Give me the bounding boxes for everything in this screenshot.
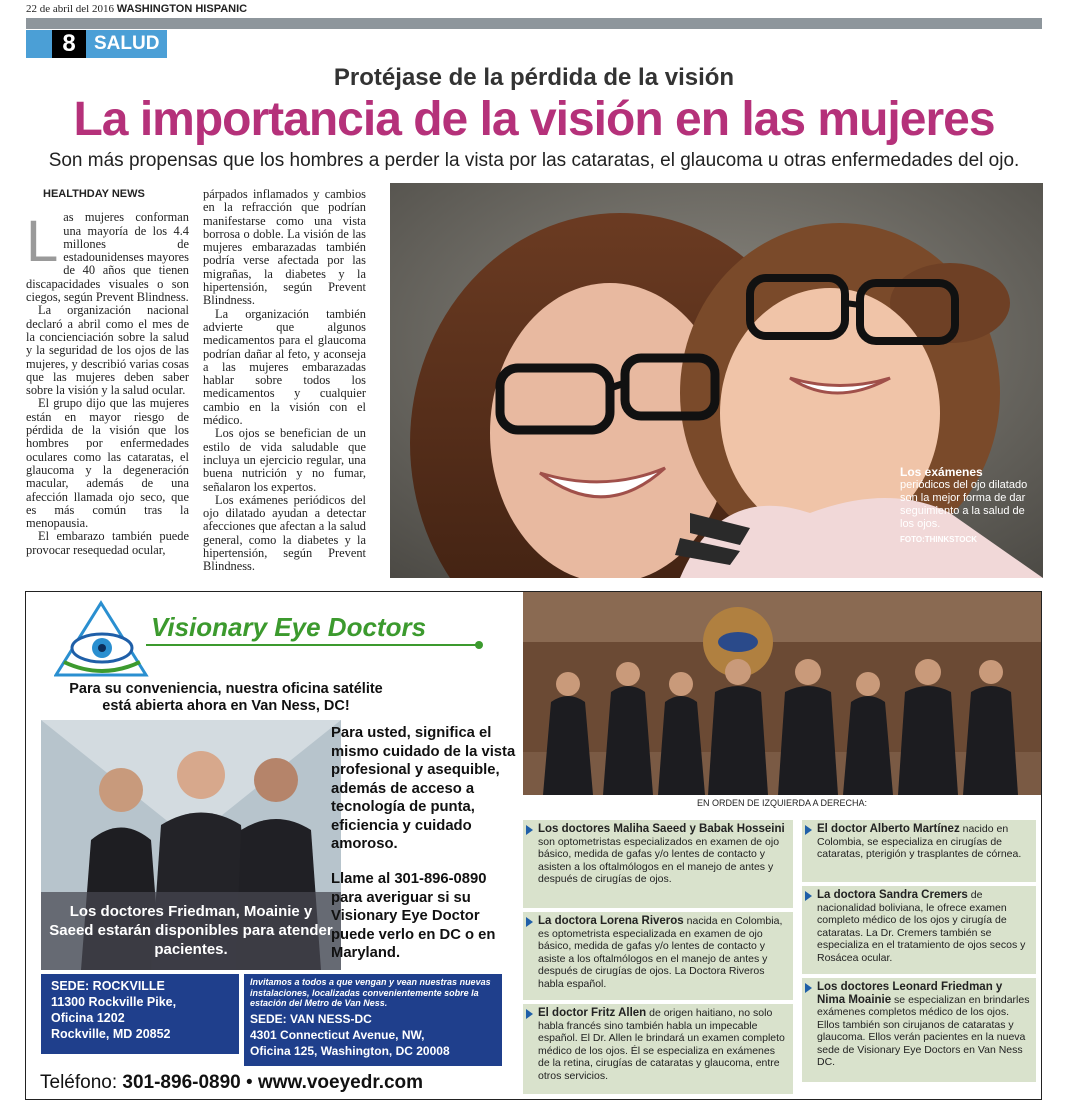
doctor-description: son optometristas especializados en examen de ojo básico, medida de gafas y/o lentes de contacto y asisten a los oftalmólogos en el manejo de antes y después de cirugías de ojos. <box>538 835 780 885</box>
bullet-arrow-icon <box>526 917 533 927</box>
office-address-line: Rockville, MD 20852 <box>51 1027 171 1041</box>
doctor-description: de nacionalidad boliviana, le ofrece examen completo médico de los ojos y cirugía de cataratas. La Dr. Cremers también se especializa en el tratamiento de ojos secos y Rosácea ocular. <box>817 889 1026 964</box>
paragraph: La organización también advierte que algunos medicamentos para el glaucoma podrían dañar al feto, y aconseja a las mujeres embarazadas hablar sobre todos los medicamentos y cualquier cambio en la visión con el médico. <box>203 306 366 428</box>
paragraph: El grupo dijo que las mujeres están en mayor riesgo de pérdida de la visión que los hombres por enfermedades oculares como las cataratas, el glaucoma y la degeneración macular, además de una afección llamada ojo seco, que es más común tras la menopausia. <box>26 396 189 531</box>
doctor-name: La doctora Lorena Riveros <box>538 915 684 927</box>
article-headline: La importancia de la visión en las mujeres <box>73 93 995 146</box>
office-address-line: Oficina 1202 <box>51 1011 125 1025</box>
article-deck: Son más propensas que los hombres a perder la vista por las cataratas, el glaucoma u otras enfermedades del ojo. <box>48 150 1020 171</box>
doctor-bio <box>802 820 1036 882</box>
office-address-line: Oficina 125, Washington, DC 20008 <box>250 1043 450 1058</box>
doctor-description: nacida en Colombia, es optometrista especializada en examen de ojo básico, medida de gafas y/o lentes de contacto y asiste a los oftalmólogos en el manejo de antes y después de cirugías de ojos. La Doctora Riveros habla español. <box>538 915 783 990</box>
ad-call-to-action: Llame al 301-896-0890 para averiguar si su Visionary Eye Doctor puede verlo en DC o en Maryland. <box>331 871 496 961</box>
rockville-office <box>41 974 239 1054</box>
top-rule <box>26 18 1042 29</box>
phone-number[interactable]: 301-896-0890 <box>122 1072 241 1093</box>
ad-headline: Para su conveniencia, nuestra oficina satélite está abierta ahora en Van Ness, DC! <box>69 681 383 714</box>
byline: HEALTHDAY NEWS <box>43 188 145 200</box>
bullet-arrow-icon <box>526 1009 533 1019</box>
doctor-description: nacido en Colombia, se especializa en cirugías de cataratas, pterigión y trasplantes de córnea. <box>817 823 1022 860</box>
doctor-name: La doctora Sandra Cremers <box>817 889 968 901</box>
team-photo <box>523 592 1041 795</box>
doctor-description: de origen haitiano, no solo habla francés sino también habla un impecable español. El Dr. Allen le brindará un examen completo médico de los ojos. Él se especializa en exámenes de la retina, cirugías de cataratas y glaucoma, entre otros servicios. <box>538 1007 785 1082</box>
paragraph: párpados inflamados y cambios en la refracción que podrían manifestarse como una vista borrosa o doble. La visión de las mujeres embarazadas también podría verse afectada por las migrañas, la diabetes y la hipertensión, según Prevent Blindness. <box>203 187 366 308</box>
bullet-arrow-icon <box>526 825 533 835</box>
bullet-arrow-icon <box>805 825 812 835</box>
page-number: 8 <box>52 30 86 58</box>
separator: • <box>246 1072 253 1093</box>
doctor-bio <box>523 820 793 908</box>
van-ness-office <box>244 974 502 1066</box>
doctor-bio <box>802 978 1036 1082</box>
paragraph: Los exámenes periódicos del ojo dilatado ayudan a detectar afecciones que afectan a la salud general, como la diabetes y la hipertensión, según Prevent Blindness. <box>203 492 366 574</box>
doctor-bio <box>523 912 793 1000</box>
office-invitation: Invitamos a todos a que vengan y vean nuestras nuevas instalaciones, localizadas convenientemente sobre la estación del Metro de Van Ness. <box>250 977 491 1008</box>
doctors-team-illustration <box>523 592 1041 795</box>
contact-line <box>40 1072 423 1094</box>
sparkle-icon <box>472 638 486 652</box>
doctor-bio <box>523 1004 793 1094</box>
article-kicker: Protéjase de la pérdida de la visión <box>333 64 735 91</box>
doctor-name: El doctor Alberto Martínez <box>817 823 960 835</box>
paragraph: as mujeres conforman una mayoría de los 4.4 millones de estadounidenses mayores de 40 años que tienen discapacidades visuales o son ciegos, según Prevent Blindness. <box>26 210 189 305</box>
bullet-arrow-icon <box>805 983 812 993</box>
office-address-line: 11300 Rockville Pike, <box>51 995 177 1009</box>
drop-cap: L <box>26 209 59 275</box>
doctor-name: El doctor Fritz Allen <box>538 1007 647 1019</box>
photo-caption <box>900 466 1040 546</box>
ad-pitch: Para usted, significa el mismo cuidado de la vista profesional y asequible, además de acceso a tecnología de punta, eficiencia y cuidado amoroso. <box>331 725 516 852</box>
doctor-description: se especializan en brindarles exámenes completos médico de los ojos. Ellos también son cirujanos de cataratas y glaucoma. Ellos verán pacientes en la nueva sede de Visionary Eye Doctors en Van Ness DC. <box>817 993 1030 1068</box>
article-column-1 <box>26 188 189 557</box>
eye-logo-icon <box>54 600 149 678</box>
publication-name: WASHINGTON HISPANIC <box>116 3 248 15</box>
caption-title: Los exámenes <box>900 465 983 479</box>
brand-name: Visionary Eye Doctors <box>151 612 427 642</box>
order-label: EN ORDEN DE IZQUIERDA A DERECHA: <box>696 798 868 808</box>
bullet-arrow-icon <box>805 891 812 901</box>
office-title: SEDE: VAN NESS-DC <box>250 1011 372 1026</box>
banner-text: Los doctores Friedman, Moainie y Saeed estarán disponibles para atender pacientes. <box>49 903 333 958</box>
doctor-name: Los doctores Maliha Saeed y Babak Hosseini <box>538 823 785 835</box>
doctor-bio <box>802 886 1036 974</box>
doctor-name: Los doctores Leonard Friedman y Nima Moainie <box>817 981 1003 1006</box>
article-column-2 <box>203 188 366 574</box>
masthead <box>26 3 247 15</box>
paragraph: El embarazo también puede provocar resequedad ocular, <box>26 529 189 557</box>
photo-credit: FOTO:THINKSTOCK <box>900 535 978 544</box>
paragraph: Los ojos se benefician de un estilo de vida saludable que incluya un ejercicio regular, una buena nutrición y no fumar, señalaron los expertos. <box>203 426 366 494</box>
office-title: SEDE: ROCKVILLE <box>51 979 165 993</box>
office-address-line: 4301 Connecticut Avenue, NW, <box>250 1027 425 1042</box>
paragraph: La organización nacional declaró a abril como el mes de la concienciación sobre la salud y la seguridad de los ojos de las mujeres, y describió varias cosas que las mujeres deben saber sobre la visión y la salud ocular. <box>26 303 189 398</box>
issue-date: 22 de abril del 2016 <box>26 3 114 15</box>
phone-label: Teléfono: <box>40 1072 118 1093</box>
advertisement <box>25 591 1042 1100</box>
website-link[interactable]: www.voeyedr.com <box>257 1072 424 1093</box>
section-name: SALUD <box>94 33 160 54</box>
brand-underline <box>146 644 476 646</box>
caption-body: periódicos del ojo dilatado son la mejor forma de dar seguimiento a la salud de los ojos. <box>900 479 1028 530</box>
